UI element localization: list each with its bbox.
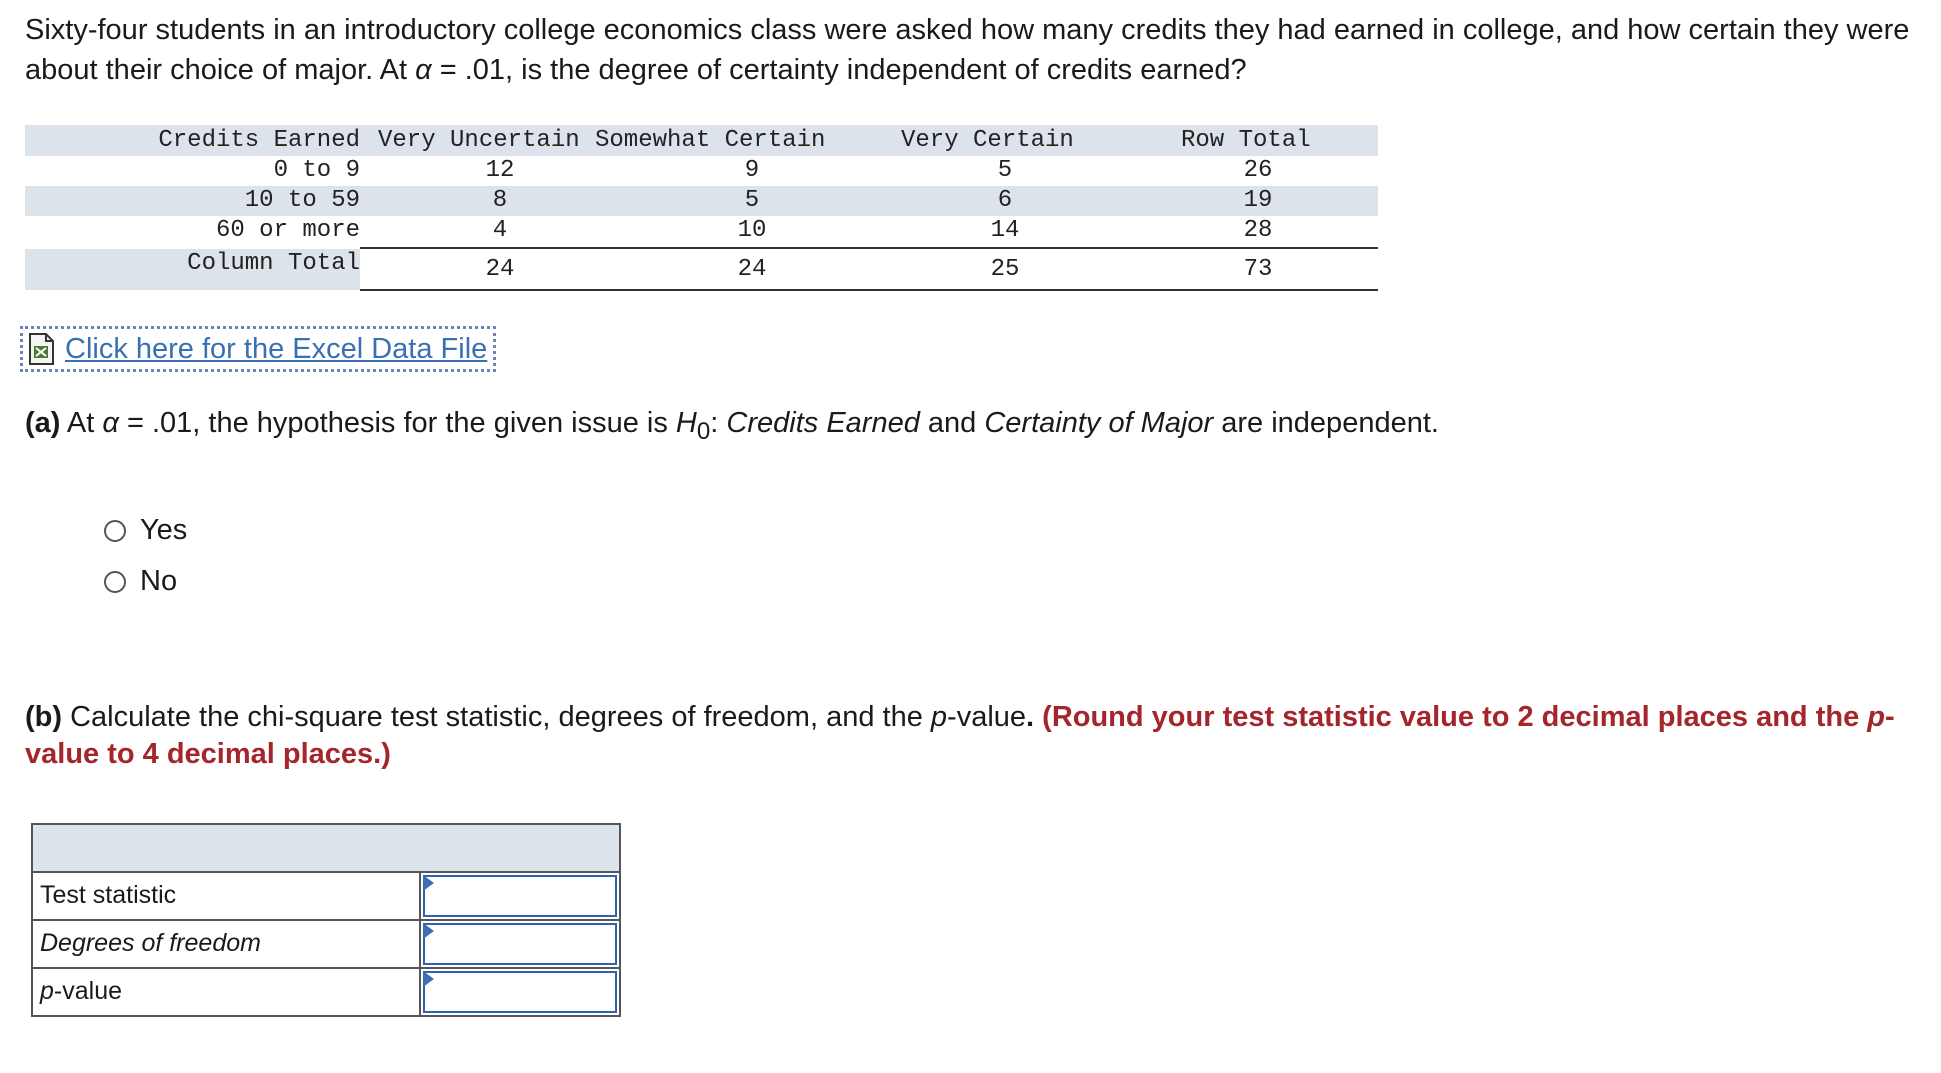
part-a-text: = .01, the hypothesis for the given issue is bbox=[118, 407, 676, 439]
variable-certainty-of-major: Certainty of Major bbox=[984, 407, 1214, 439]
answer-cell bbox=[421, 921, 619, 967]
header-credits-earned: Credits Earned bbox=[158, 127, 360, 154]
table-cell: 5 bbox=[997, 157, 1013, 184]
header-somewhat-certain: Somewhat Certain bbox=[595, 127, 826, 154]
part-a-text: At bbox=[60, 407, 103, 439]
degrees-of-freedom-input[interactable] bbox=[423, 923, 617, 965]
table-cell: 8 bbox=[492, 187, 508, 214]
answer-cell bbox=[421, 873, 619, 919]
p-symbol: p bbox=[930, 701, 948, 733]
part-a-label: (a) bbox=[25, 407, 61, 439]
part-a-text: and bbox=[919, 407, 985, 439]
input-marker-icon bbox=[423, 923, 434, 939]
test-statistic-input[interactable] bbox=[423, 875, 617, 917]
table-cell: 24 bbox=[737, 256, 767, 283]
option-yes-label: Yes bbox=[140, 514, 188, 546]
answer-row-degrees-of-freedom bbox=[33, 921, 619, 969]
question-intro bbox=[25, 10, 1915, 90]
table-cell: 19 bbox=[1243, 187, 1273, 214]
table-cell: 26 bbox=[1243, 157, 1273, 184]
row-label: 10 to 59 bbox=[244, 187, 360, 214]
contingency-table bbox=[25, 125, 1378, 290]
input-marker-icon bbox=[423, 875, 434, 891]
table-cell: 12 bbox=[485, 157, 515, 184]
excel-link-text[interactable]: Click here for the Excel Data File bbox=[65, 332, 488, 365]
answer-row-test-statistic bbox=[33, 873, 619, 921]
answer-row-p-value bbox=[33, 969, 619, 1015]
p-symbol: p bbox=[40, 977, 54, 1005]
p-value-input[interactable] bbox=[423, 971, 617, 1013]
table-row bbox=[25, 186, 1378, 216]
total-double-rule bbox=[360, 289, 1378, 291]
h-subscript: 0 bbox=[696, 417, 711, 445]
table-cell: 5 bbox=[744, 187, 760, 214]
part-b-question bbox=[25, 699, 1905, 773]
column-total-row bbox=[25, 249, 1378, 290]
header-row-total: Row Total bbox=[1181, 127, 1311, 154]
part-b-label: (b) bbox=[25, 701, 63, 733]
alpha-symbol: α bbox=[102, 407, 119, 439]
row-label: Column Total bbox=[187, 250, 360, 277]
h-symbol: H bbox=[675, 407, 697, 439]
test-statistic-label: Test statistic bbox=[33, 873, 421, 919]
excel-data-link[interactable] bbox=[20, 326, 496, 372]
table-row bbox=[25, 156, 1378, 186]
table-cell: 10 bbox=[737, 217, 767, 244]
table-cell: 28 bbox=[1243, 217, 1273, 244]
p-value-label-text: -value bbox=[53, 977, 122, 1005]
intro-text-2: = .01, is the degree of certainty independent of credits earned? bbox=[431, 54, 1247, 86]
table-cell: 6 bbox=[997, 187, 1013, 214]
header-very-uncertain: Very Uncertain bbox=[378, 127, 580, 154]
alpha-symbol: α bbox=[415, 54, 432, 86]
row-label: 60 or more bbox=[215, 217, 360, 244]
p-value-label bbox=[33, 969, 421, 1015]
part-b-text: Calculate the chi-square test statistic, degrees of freedom, and the bbox=[62, 701, 931, 733]
table-cell: 9 bbox=[744, 157, 760, 184]
rounding-instruction: (Round your test statistic value to 2 decimal places and the bbox=[1042, 701, 1868, 733]
table-cell: 73 bbox=[1243, 256, 1273, 283]
part-b-text: . bbox=[1026, 701, 1043, 733]
part-b-text: -value bbox=[947, 701, 1027, 733]
rounding-instruction: -value to 4 decimal places.) bbox=[25, 701, 1895, 770]
table-row bbox=[25, 216, 1378, 246]
table-cell: 14 bbox=[990, 217, 1020, 244]
part-a-text: : bbox=[710, 407, 727, 439]
input-marker-icon bbox=[423, 971, 434, 987]
variable-credits-earned: Credits Earned bbox=[726, 407, 920, 439]
part-a-question bbox=[25, 403, 1905, 452]
option-no-label: No bbox=[140, 565, 178, 597]
answer-table-header bbox=[33, 825, 619, 873]
answer-cell bbox=[421, 969, 619, 1015]
option-no[interactable] bbox=[104, 565, 177, 598]
table-cell: 4 bbox=[492, 217, 508, 244]
degrees-of-freedom-label: Degrees of freedom bbox=[33, 921, 421, 967]
intro-text-1: Sixty-four students in an introductory college economics class were asked how many credits they had earned in college, and how certain they were about their choice of major. At bbox=[25, 14, 1910, 86]
part-a-text: are independent. bbox=[1213, 407, 1439, 439]
radio-button-yes[interactable] bbox=[104, 520, 126, 542]
table-header-row bbox=[25, 125, 1378, 156]
p-symbol: p bbox=[1867, 701, 1885, 733]
table-cell: 24 bbox=[485, 256, 515, 283]
option-yes[interactable] bbox=[104, 514, 187, 547]
table-cell: 25 bbox=[990, 256, 1020, 283]
row-label: 0 to 9 bbox=[273, 157, 360, 184]
answer-table bbox=[31, 823, 621, 1017]
radio-button-no[interactable] bbox=[104, 571, 126, 593]
header-very-certain: Very Certain bbox=[901, 127, 1074, 154]
excel-file-icon bbox=[27, 333, 55, 365]
